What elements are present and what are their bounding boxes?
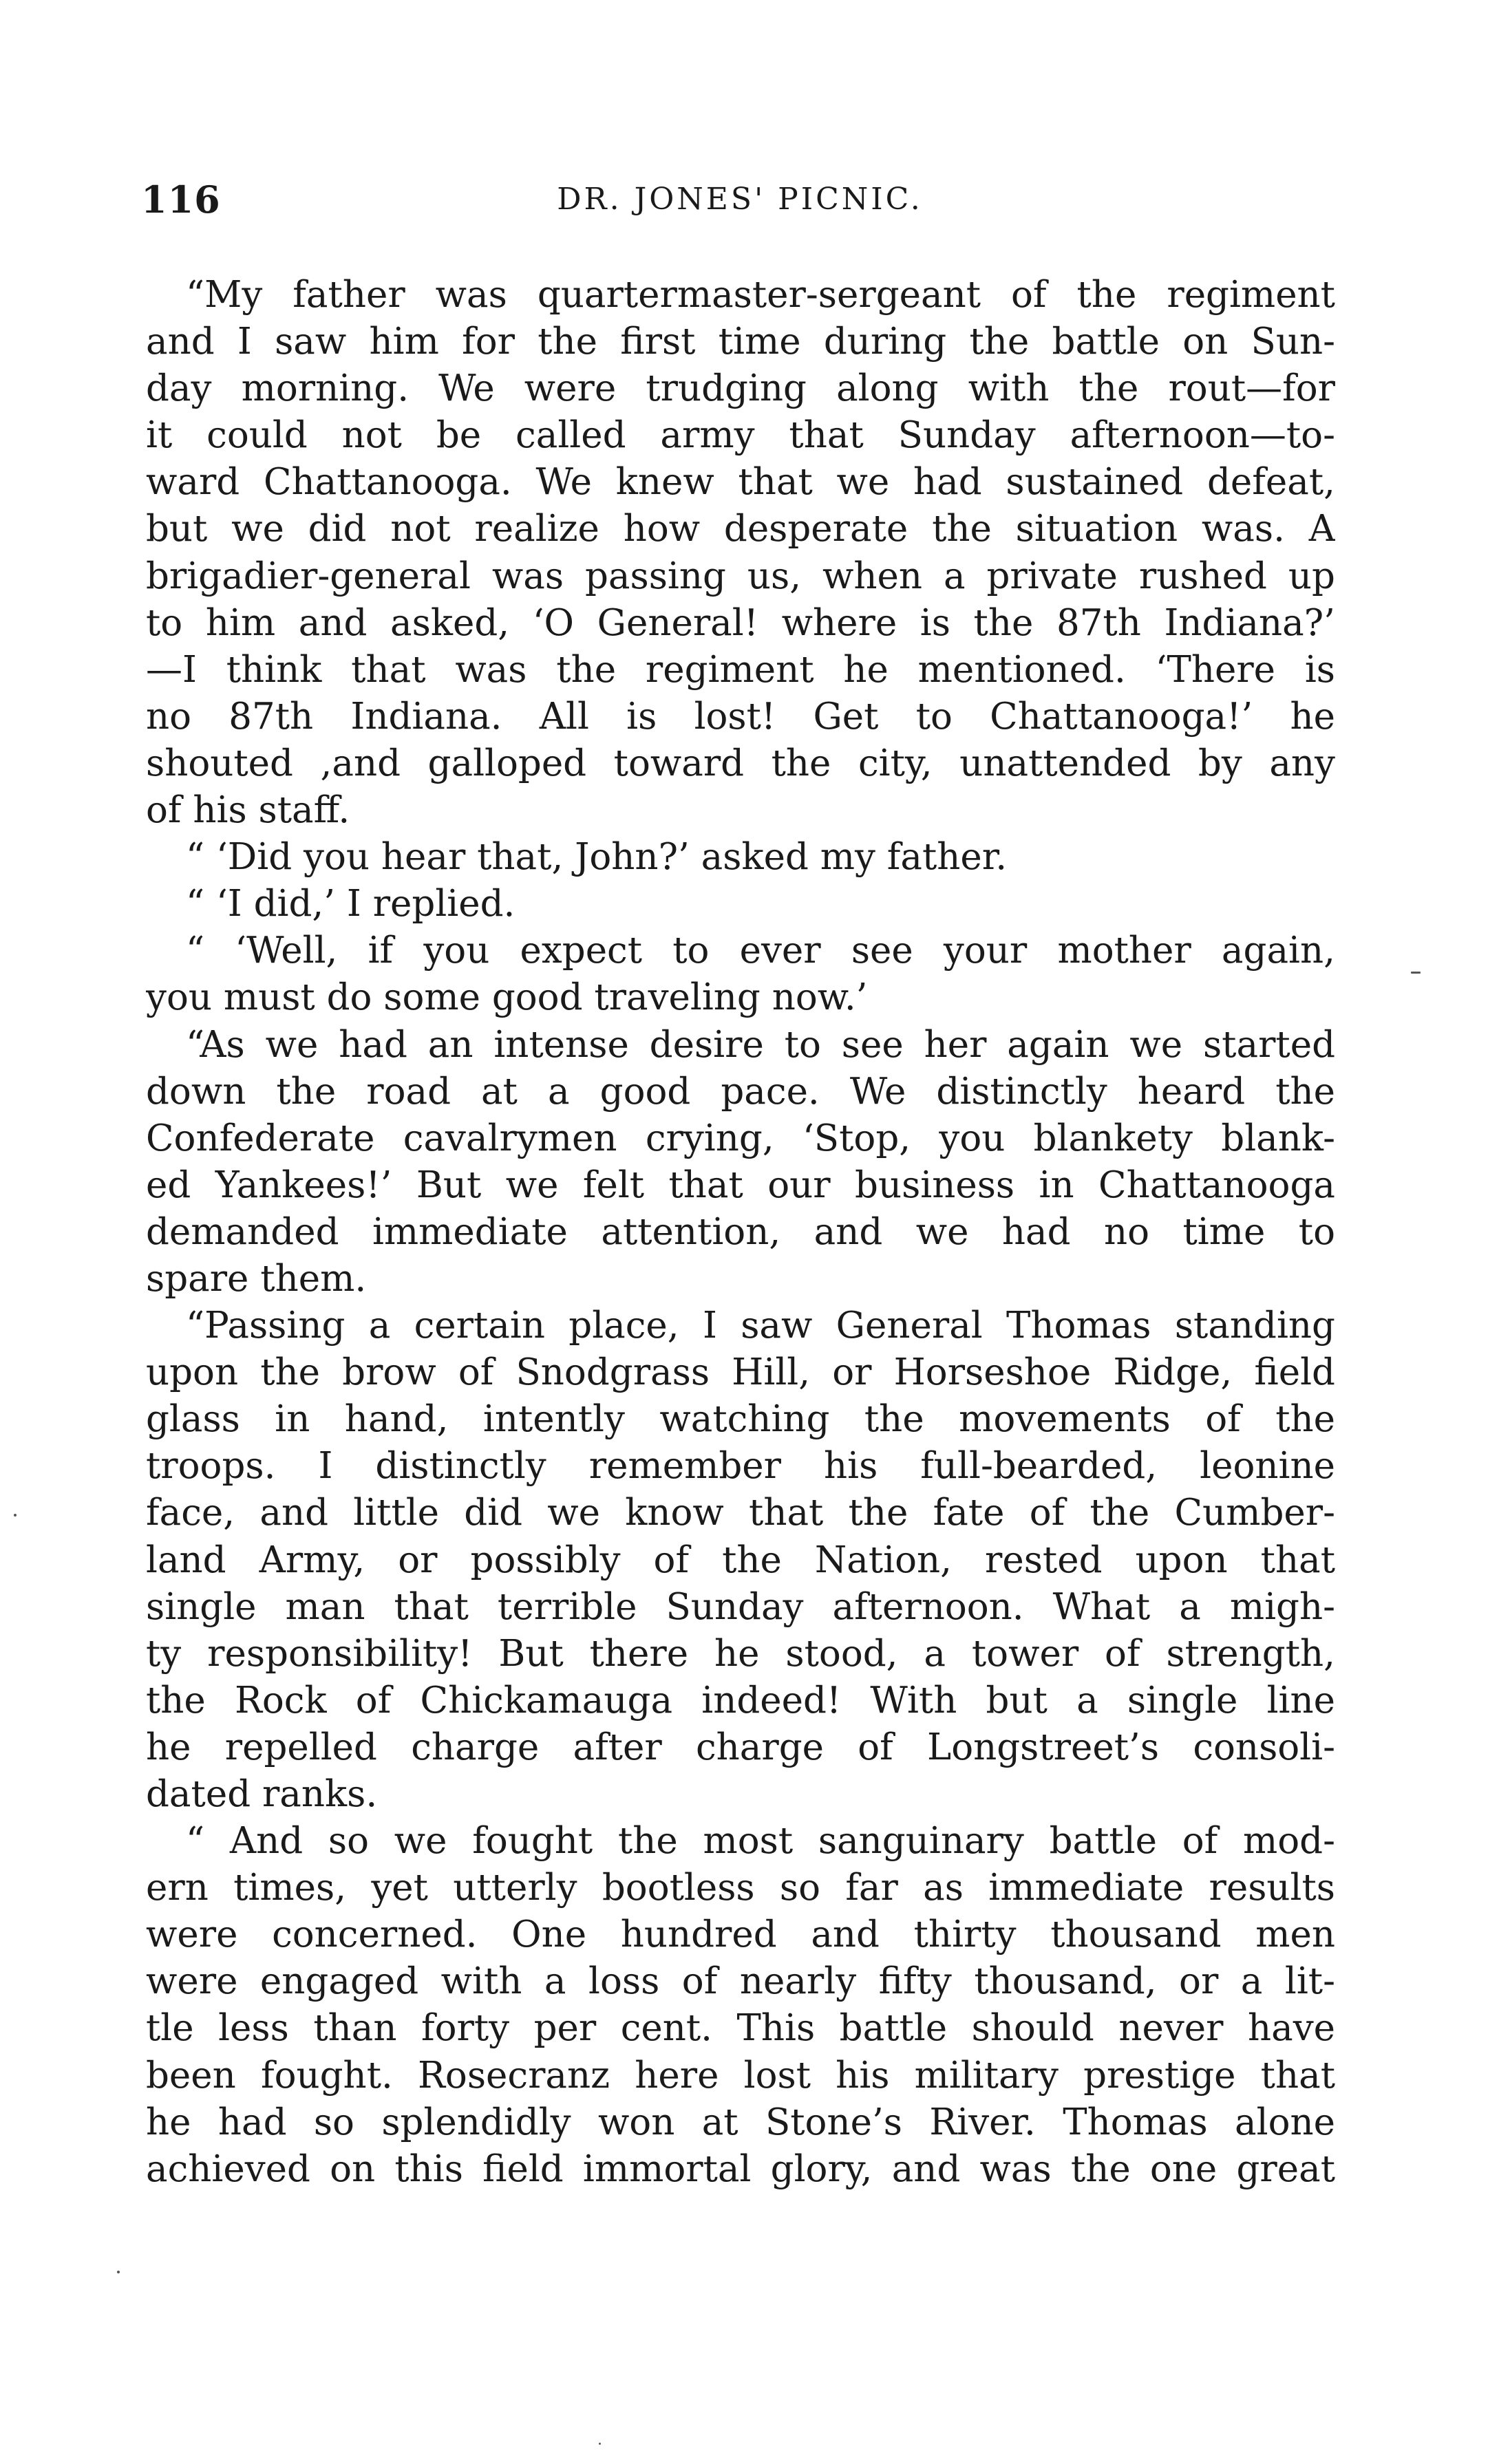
text-line: single man that terrible Sunday afternoon. What a migh-: [146, 1585, 1335, 1628]
text-line: land Army, or possibly of the Nation, rested upon that: [146, 1539, 1335, 1581]
text-line: ward Chattanooga. We knew that we had sustained defeat,: [146, 461, 1335, 504]
text-line: “ ‘I did,’ I replied.: [186, 883, 515, 925]
text-line: “Passing a certain place, I saw General Thomas standing: [186, 1305, 1335, 1347]
body-text: [146, 272, 1335, 2193]
text-line: glass in hand, intently watching the movements of the: [146, 1398, 1335, 1441]
text-line: dated ranks.: [146, 1773, 378, 1815]
text-line: “ ‘Well, if you expect to ever see your mother again,: [186, 930, 1335, 972]
text-line: been fought. Rosecranz here lost his military prestige that: [146, 2054, 1335, 2097]
text-line: shouted ,and galloped toward the city, unattended by any: [146, 742, 1335, 784]
text-line: down the road at a good pace. We distinctly heard the: [146, 1070, 1335, 1113]
text-line: of his staff.: [146, 789, 350, 832]
text-line: he repelled charge after charge of Longstreet’s consoli-: [146, 1726, 1335, 1768]
text-line: to him and asked, ‘O General! where is the 87th Indiana?’: [146, 601, 1335, 644]
text-line: the Rock of Chickamauga indeed! With but a single line: [146, 1679, 1335, 1722]
text-line: “My father was quartermaster-sergeant of the regiment: [186, 274, 1335, 316]
running-head: [141, 178, 1339, 226]
text-line: “ ‘Did you hear that, John?’ asked my father.: [186, 836, 1008, 879]
text-line: he had so splendidly won at Stone’s River. Thomas alone: [146, 2101, 1335, 2143]
text-line: face, and little did we know that the fate of the Cumber-: [146, 1492, 1335, 1534]
text-line: troops. I distinctly remember his full-bearded, leonine: [146, 1445, 1335, 1488]
text-line: tle less than forty per cent. This battle should never have: [146, 2007, 1335, 2050]
text-line: but we did not realize how desperate the situation was. A: [146, 508, 1335, 550]
text-line: “ And so we fought the most sanguinary battle of mod-: [186, 1820, 1335, 1863]
text-line: demanded immediate attention, and we had no time to: [146, 1210, 1335, 1253]
print-speck: [1411, 972, 1421, 974]
print-speck: [599, 2443, 601, 2445]
text-line: no 87th Indiana. All is lost! Get to Chattanooga!’ he: [146, 695, 1335, 738]
text-line: ern times, yet utterly bootless so far as immediate results: [146, 1867, 1335, 1909]
text-line: it could not be called army that Sunday afternoon—to-: [146, 414, 1335, 457]
text-line: day morning. We were trudging along with the rout—for: [146, 367, 1335, 410]
text-line: —I think that was the regiment he mentioned. ‘There is: [146, 648, 1335, 691]
running-title: DR. JONES' PICNIC.: [557, 182, 923, 217]
text-line: “As we had an intense desire to see her again we started: [186, 1023, 1335, 1066]
page-number: 116: [141, 178, 221, 222]
text-line: ty responsibility! But there he stood, a tower of strength,: [146, 1632, 1335, 1675]
text-line: brigadier-general was passing us, when a private rushed up: [146, 555, 1335, 597]
text-line: upon the brow of Snodgrass Hill, or Horseshoe Ridge, field: [146, 1351, 1335, 1394]
print-speck: [14, 1514, 17, 1517]
text-line: were engaged with a loss of nearly fifty thousand, or a lit-: [146, 1960, 1335, 2003]
text-line: ed Yankees!’ But we felt that our business in Chattanooga: [146, 1164, 1335, 1206]
text-line: and I saw him for the first time during the battle on Sun-: [146, 321, 1335, 363]
text-line: achieved on this field immortal glory, and was the one great: [146, 2147, 1335, 2190]
text-line: were concerned. One hundred and thirty thousand men: [146, 1914, 1335, 1956]
print-speck: [117, 2271, 120, 2273]
text-line: you must do some good traveling now.’: [146, 976, 868, 1019]
text-line: Confederate cavalrymen crying, ‘Stop, you blankety blank-: [146, 1117, 1335, 1159]
text-line: spare them.: [146, 1257, 367, 1300]
